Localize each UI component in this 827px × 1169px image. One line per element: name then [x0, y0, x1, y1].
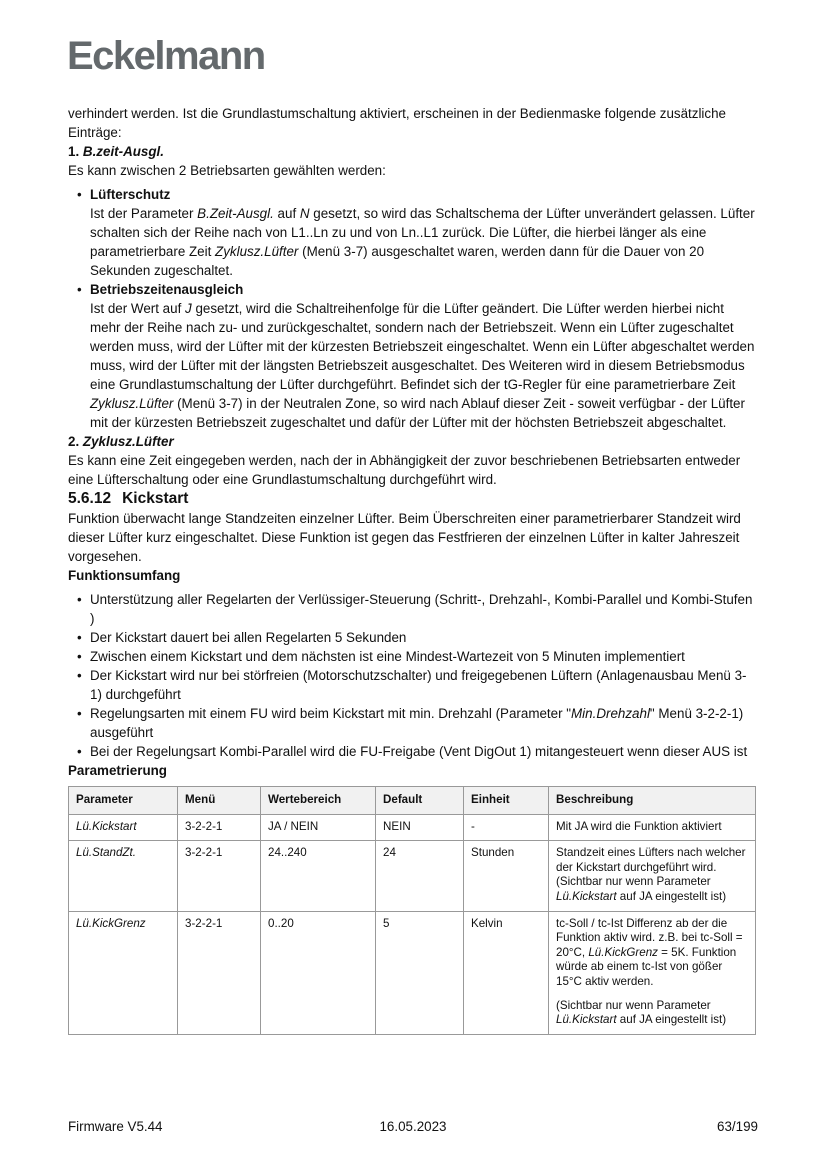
intro-paragraph: verhindert werden. Ist die Grundlastumschaltung aktiviert, erscheinen in der Bedienmaske folgende zusätzliche Einträge: [68, 106, 726, 140]
list-item [68, 185, 758, 280]
heading-kickstart [68, 489, 758, 509]
cell-beschreibung: Mit JA wird die Funktion aktiviert [549, 814, 756, 841]
list-item [68, 280, 758, 432]
bullet-text: Regelungsarten mit einem FU wird beim Kickstart mit min. Drehzahl (Parameter "Min.Drehzahl" Menü 3-2-2-1) ausgeführt [90, 706, 744, 740]
parameter-table [68, 786, 756, 1035]
cell-default: 24 [376, 841, 464, 911]
cell-default: 5 [376, 911, 464, 1034]
cell-wertebereich: 0..20 [261, 911, 376, 1034]
bullet-text: Der Kickstart dauert bei allen Regelarten 5 Sekunden [90, 630, 407, 645]
heading-number: 2. [68, 434, 80, 449]
bullet-body: Ist der Wert auf J gesetzt, wird die Schaltreihenfolge für die Lüfter geändert. Die Lüfter werden hierbei nicht mehr der Reihe nach zu- und zurückgeschaltet, sondern nach der Betriebszeit. Wenn ein Lüfter zugeschaltet werden muss, wird der Lüfter mit der kürzesten Betriebszeit eingeschaltet. Wenn ein Lüfter abgeschaltet werden muss, wird der Lüfter mit der längsten Betriebszeit ausgeschaltet. Des Weiteren wird in diesem Betriebsmodus eine Grundlastumschaltung der Lüfter durchgeführt. Befindet sich der tG-Regler für eine parametrierbare Zeit Zyklusz.Lüfter (Menü 3-7) in der Neutralen Zone, so wird nach Ablauf dieser Zeit - soweit verfügbar - der Lüfter mit der kürzesten Betriebszeit zugeschaltet und dafür der Lüfter mit der höchsten Betriebszeit abgeschaltet. [90, 301, 755, 430]
cell-wertebereich: 24..240 [261, 841, 376, 911]
bullet-body: Ist der Parameter B.Zeit-Ausgl. auf N gesetzt, so wird das Schaltschema der Lüfter unverändert gelassen. Lüfter schalten sich der Reihe nach von L1..Ln zu und von Ln..L1 zurück. Die Lüfter, die hierbei länger als eine parametrierbare Zeit Zyklusz.Lüfter (Menü 3-7) ausgeschaltet waren, werden dann für die Dauer von 20 Sekunden zugeschaltet. [90, 206, 755, 278]
bullet-title: Betriebszeitenausgleich [90, 282, 244, 297]
table-row [69, 841, 756, 911]
column-header-menu: Menü [178, 787, 261, 815]
table-row [69, 911, 756, 1034]
cell-parameter: Lü.Kickstart [69, 814, 178, 841]
cell-einheit: - [464, 814, 549, 841]
bullet-text: Unterstützung aller Regelarten der Verlüssiger-Steuerung (Schritt-, Drehzahl-, Kombi-Parallel und Kombi-Stufen ) [90, 592, 753, 626]
cell-menu: 3-2-2-1 [178, 841, 261, 911]
heading-zyklusz-luefter [68, 432, 758, 451]
heading-title: B.zeit-Ausgl. [82, 144, 164, 159]
cell-menu: 3-2-2-1 [178, 814, 261, 841]
cell-einheit: Kelvin [464, 911, 549, 1034]
funktionsumfang-bullet-list [68, 590, 758, 761]
list-item [68, 590, 758, 628]
cell-default: NEIN [376, 814, 464, 841]
heading-title: Zyklusz.Lüfter [82, 434, 174, 449]
column-header-parameter: Parameter [69, 787, 178, 815]
page-content [68, 104, 758, 1035]
cell-einheit: Stunden [464, 841, 549, 911]
cell-parameter: Lü.KickGrenz [69, 911, 178, 1034]
zyklusz-paragraph: Es kann eine Zeit eingegeben werden, nach der in Abhängigkeit der zuvor beschriebenen Betriebsarten entweder eine Lüfterschaltung oder eine Grundlastumschaltung durchgeführt wird. [68, 453, 741, 487]
cell-menu: 3-2-2-1 [178, 911, 261, 1034]
cell-parameter: Lü.StandZt. [69, 841, 178, 911]
heading-number: 1. [68, 144, 80, 159]
list-item [68, 628, 758, 647]
bullet-text: Der Kickstart wird nur bei störfreien (Motorschutzschalter) und freigegebenen Lüftern (Anlagenausbau Menü 3-1) durchgeführt [90, 668, 747, 702]
cell-beschreibung: tc-Soll / tc-Ist Differenz ab der die Funktion aktiv wird. z.B. bei tc-Soll = 20°C, Lü.KickGrenz = 5K. Funktion würde ab einem tc-Ist von gößer 15°C aktiv werden. (Sichtbar nur wenn Parameter Lü.Kickstart auf JA eingestellt ist) [549, 911, 756, 1034]
column-header-default: Default [376, 787, 464, 815]
section-number: 5.6.12 [68, 490, 112, 507]
list-item [68, 647, 758, 666]
bzeit-lead: Es kann zwischen 2 Betriebsarten gewählten werden: [68, 163, 386, 178]
column-header-einheit: Einheit [464, 787, 549, 815]
table-header-row [69, 787, 756, 815]
list-item [68, 704, 758, 742]
cell-beschreibung: Standzeit eines Lüfters nach welcher der Kickstart durchgeführt wird. (Sichtbar nur wenn Parameter Lü.Kickstart auf JA eingestellt ist) [549, 841, 756, 911]
list-item [68, 666, 758, 704]
bullet-text: Zwischen einem Kickstart und dem nächsten ist eine Mindest-Wartezeit von 5 Minuten implementiert [90, 649, 685, 664]
footer-page-number: 63/199 [717, 1119, 758, 1134]
column-header-beschreibung: Beschreibung [549, 787, 756, 815]
footer-firmware-version: Firmware V5.44 [68, 1119, 163, 1134]
heading-parametrierung: Parametrierung [68, 763, 167, 778]
page-footer [68, 1118, 758, 1135]
column-header-wertebereich: Wertebereich [261, 787, 376, 815]
bzeit-bullet-list [68, 185, 758, 432]
bullet-title: Lüfterschutz [90, 187, 171, 202]
heading-bzeit-ausgl [68, 142, 758, 161]
section-title: Kickstart [122, 490, 189, 507]
heading-funktionsumfang: Funktionsumfang [68, 568, 181, 583]
bullet-text: Bei der Regelungsart Kombi-Parallel wird die FU-Freigabe (Vent DigOut 1) mitangesteuert wenn dieser AUS ist [90, 744, 748, 759]
footer-date: 16.05.2023 [379, 1119, 447, 1134]
kickstart-paragraph: Funktion überwacht lange Standzeiten einzelner Lüfter. Beim Überschreiten einer parametrierbarer Standzeit wird dieser Lüfter kurz eingeschaltet. Diese Funktion ist gegen das Festfrieren der einzelnen Lüfter in kalter Jahreszeit vorgesehen. [68, 511, 741, 564]
eckelmann-logo: Eckelmann [67, 34, 265, 78]
table-row [69, 814, 756, 841]
cell-wertebereich: JA / NEIN [261, 814, 376, 841]
list-item [68, 742, 758, 761]
